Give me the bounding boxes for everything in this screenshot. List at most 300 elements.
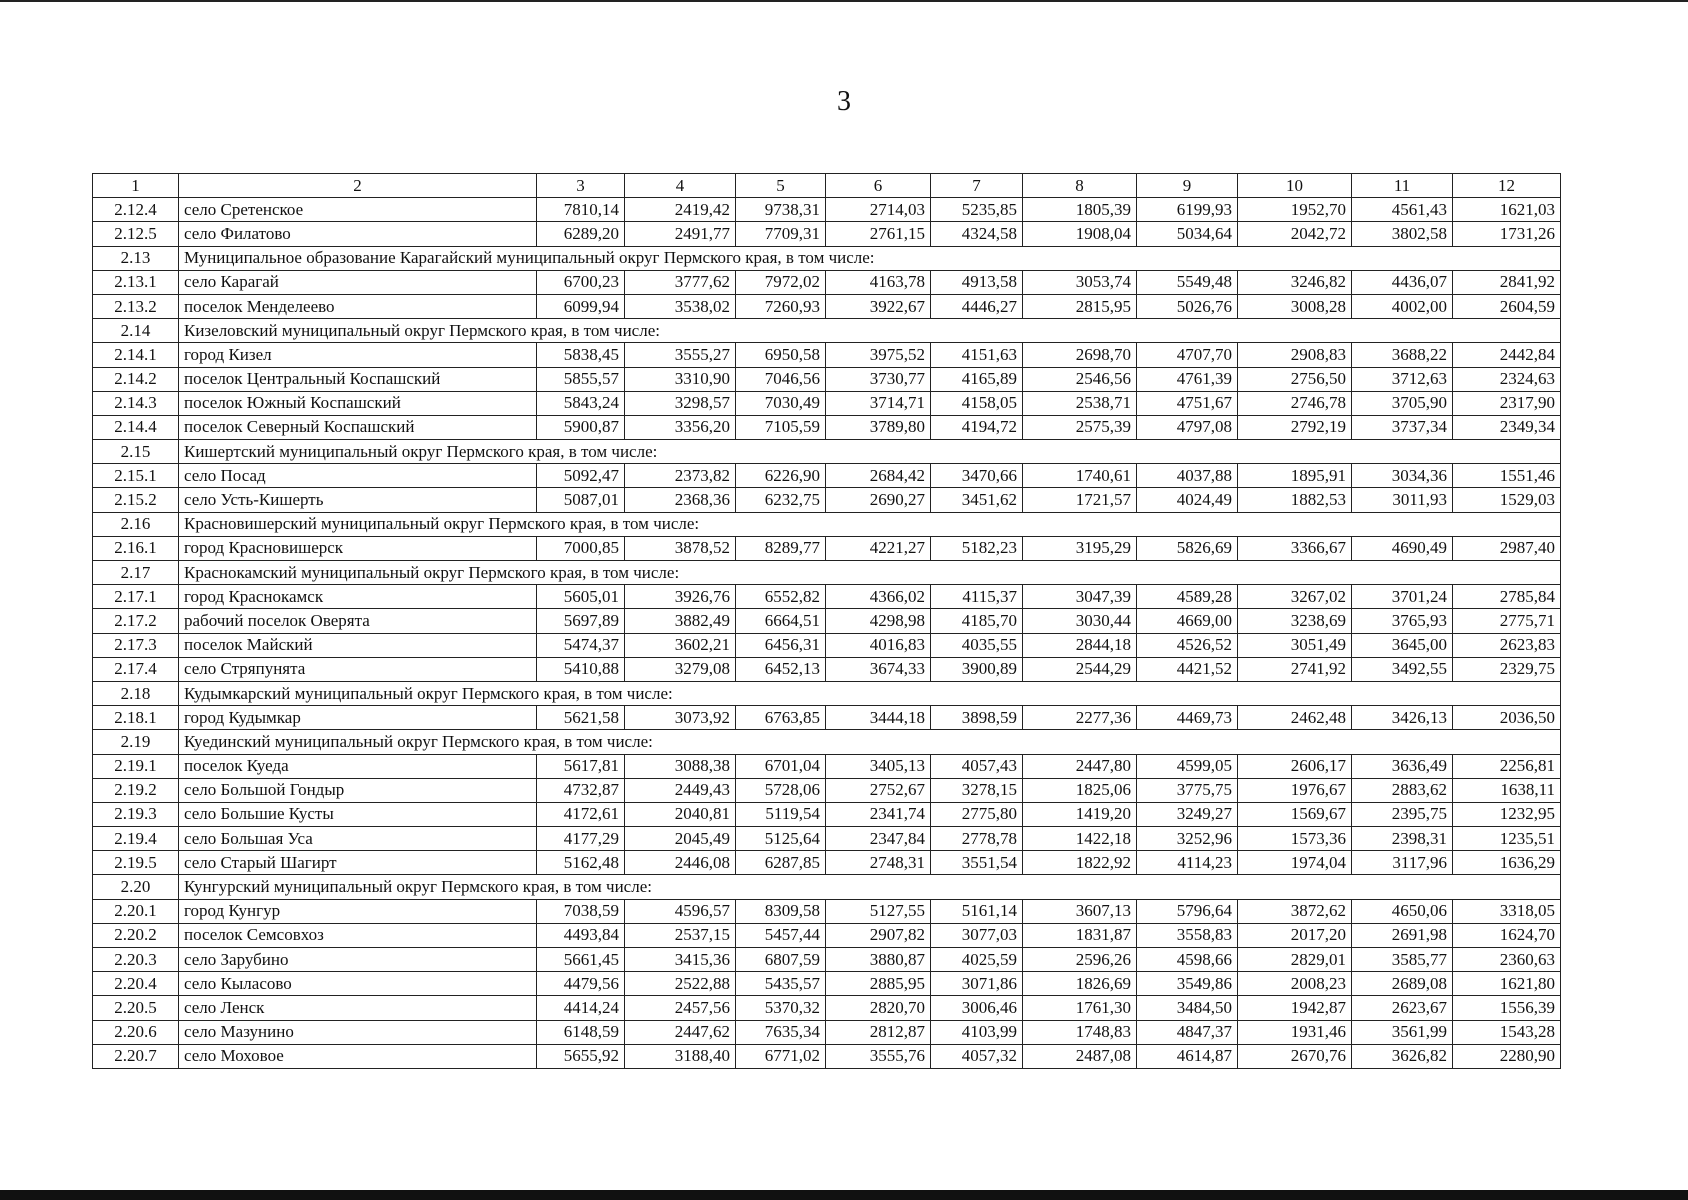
table-row <box>93 391 1561 415</box>
section-row <box>93 561 1561 585</box>
value-cell: 1721,57 <box>1023 488 1137 512</box>
row-number-cell: 2.19.2 <box>93 778 179 802</box>
value-cell: 2457,56 <box>625 996 736 1020</box>
row-number-cell: 2.17.2 <box>93 609 179 633</box>
value-cell: 2042,72 <box>1238 222 1352 246</box>
value-cell: 9738,31 <box>736 198 826 222</box>
value-cell: 2317,90 <box>1453 391 1561 415</box>
value-cell: 3555,27 <box>625 343 736 367</box>
value-cell: 4847,37 <box>1137 1020 1238 1044</box>
value-cell: 7260,93 <box>736 294 826 318</box>
value-cell: 3705,90 <box>1352 391 1453 415</box>
value-cell: 3712,63 <box>1352 367 1453 391</box>
column-number-cell: 11 <box>1352 174 1453 198</box>
value-cell: 3356,20 <box>625 415 736 439</box>
value-cell: 1831,87 <box>1023 923 1137 947</box>
value-cell: 4561,43 <box>1352 198 1453 222</box>
table-row <box>93 657 1561 681</box>
value-cell: 2746,78 <box>1238 391 1352 415</box>
value-cell: 4002,00 <box>1352 294 1453 318</box>
value-cell: 3267,02 <box>1238 585 1352 609</box>
value-cell: 6552,82 <box>736 585 826 609</box>
value-cell: 2844,18 <box>1023 633 1137 657</box>
value-cell: 2684,42 <box>826 464 931 488</box>
value-cell: 2907,82 <box>826 923 931 947</box>
value-cell: 3034,36 <box>1352 464 1453 488</box>
row-number-cell: 2.13.1 <box>93 270 179 294</box>
row-number-cell: 2.20.2 <box>93 923 179 947</box>
value-cell: 3626,82 <box>1352 1044 1453 1068</box>
value-cell: 2537,15 <box>625 923 736 947</box>
row-number-cell: 2.15.1 <box>93 464 179 488</box>
value-cell: 2373,82 <box>625 464 736 488</box>
row-number-cell: 2.15.2 <box>93 488 179 512</box>
value-cell: 2908,83 <box>1238 343 1352 367</box>
value-cell: 4751,67 <box>1137 391 1238 415</box>
value-cell: 7046,56 <box>736 367 826 391</box>
value-cell: 4797,08 <box>1137 415 1238 439</box>
value-cell: 4669,00 <box>1137 609 1238 633</box>
settlement-name-cell: село Ленск <box>179 996 537 1020</box>
value-cell: 5119,54 <box>736 802 826 826</box>
value-cell: 3073,92 <box>625 706 736 730</box>
settlement-name-cell: город Красновишерск <box>179 536 537 560</box>
value-cell: 3777,62 <box>625 270 736 294</box>
value-cell: 4163,78 <box>826 270 931 294</box>
value-cell: 4024,49 <box>1137 488 1238 512</box>
row-number-cell: 2.14 <box>93 319 179 343</box>
value-cell: 5410,88 <box>537 657 625 681</box>
row-number-cell: 2.12.4 <box>93 198 179 222</box>
value-cell: 1419,20 <box>1023 802 1137 826</box>
settlement-name-cell: село Старый Шагирт <box>179 851 537 875</box>
value-cell: 3252,96 <box>1137 827 1238 851</box>
value-cell: 3922,67 <box>826 294 931 318</box>
value-cell: 6771,02 <box>736 1044 826 1068</box>
settlement-name-cell: село Моховое <box>179 1044 537 1068</box>
row-number-cell: 2.17.1 <box>93 585 179 609</box>
section-title-cell: Краснокамский муниципальный округ Пермского края, в том числе: <box>179 561 1561 585</box>
row-number-cell: 2.17 <box>93 561 179 585</box>
row-number-cell: 2.13 <box>93 246 179 270</box>
section-title-cell: Кизеловский муниципальный округ Пермского края, в том числе: <box>179 319 1561 343</box>
table-row <box>93 706 1561 730</box>
value-cell: 6700,23 <box>537 270 625 294</box>
column-number-cell: 9 <box>1137 174 1238 198</box>
value-cell: 3872,62 <box>1238 899 1352 923</box>
value-cell: 1822,92 <box>1023 851 1137 875</box>
value-cell: 1731,26 <box>1453 222 1561 246</box>
settlement-name-cell: село Сретенское <box>179 198 537 222</box>
value-cell: 2324,63 <box>1453 367 1561 391</box>
value-cell: 6289,20 <box>537 222 625 246</box>
column-number-cell: 10 <box>1238 174 1352 198</box>
value-cell: 2419,42 <box>625 198 736 222</box>
value-cell: 4151,63 <box>931 343 1023 367</box>
value-cell: 1976,67 <box>1238 778 1352 802</box>
value-cell: 3765,93 <box>1352 609 1453 633</box>
value-cell: 5161,14 <box>931 899 1023 923</box>
settlement-name-cell: село Мазунино <box>179 1020 537 1044</box>
value-cell: 5617,81 <box>537 754 625 778</box>
section-title-cell: Муниципальное образование Карагайский муниципальный округ Пермского края, в том числе: <box>179 246 1561 270</box>
section-title-cell: Куединский муниципальный округ Пермского края, в том числе: <box>179 730 1561 754</box>
value-cell: 8309,58 <box>736 899 826 923</box>
value-cell: 6226,90 <box>736 464 826 488</box>
table-row <box>93 464 1561 488</box>
value-cell: 7030,49 <box>736 391 826 415</box>
value-cell: 2546,56 <box>1023 367 1137 391</box>
value-cell: 1621,03 <box>1453 198 1561 222</box>
value-cell: 4493,84 <box>537 923 625 947</box>
value-cell: 3366,67 <box>1238 536 1352 560</box>
value-cell: 3238,69 <box>1238 609 1352 633</box>
value-cell: 2775,71 <box>1453 609 1561 633</box>
value-cell: 6232,75 <box>736 488 826 512</box>
value-cell: 3926,76 <box>625 585 736 609</box>
value-cell: 3484,50 <box>1137 996 1238 1020</box>
value-cell: 4446,27 <box>931 294 1023 318</box>
value-cell: 4526,52 <box>1137 633 1238 657</box>
table-row <box>93 536 1561 560</box>
value-cell: 3279,08 <box>625 657 736 681</box>
value-cell: 2398,31 <box>1352 827 1453 851</box>
row-number-cell: 2.18 <box>93 681 179 705</box>
table-row <box>93 923 1561 947</box>
value-cell: 3645,00 <box>1352 633 1453 657</box>
settlement-name-cell: поселок Менделеево <box>179 294 537 318</box>
settlement-name-cell: поселок Куеда <box>179 754 537 778</box>
settlement-name-cell: село Посад <box>179 464 537 488</box>
value-cell: 4165,89 <box>931 367 1023 391</box>
value-cell: 1551,46 <box>1453 464 1561 488</box>
value-cell: 1740,61 <box>1023 464 1137 488</box>
value-cell: 2341,74 <box>826 802 931 826</box>
row-number-cell: 2.14.4 <box>93 415 179 439</box>
value-cell: 3688,22 <box>1352 343 1453 367</box>
value-cell: 3077,03 <box>931 923 1023 947</box>
value-cell: 4194,72 <box>931 415 1023 439</box>
row-number-cell: 2.13.2 <box>93 294 179 318</box>
table-row <box>93 1020 1561 1044</box>
value-cell: 2522,88 <box>625 972 736 996</box>
value-cell: 1895,91 <box>1238 464 1352 488</box>
value-cell: 2487,08 <box>1023 1044 1137 1068</box>
value-cell: 5697,89 <box>537 609 625 633</box>
value-cell: 1232,95 <box>1453 802 1561 826</box>
value-cell: 3047,39 <box>1023 585 1137 609</box>
row-number-cell: 2.16.1 <box>93 536 179 560</box>
value-cell: 4366,02 <box>826 585 931 609</box>
value-cell: 2349,34 <box>1453 415 1561 439</box>
value-cell: 2820,70 <box>826 996 931 1020</box>
value-cell: 3551,54 <box>931 851 1023 875</box>
row-number-cell: 2.12.5 <box>93 222 179 246</box>
settlement-name-cell: поселок Северный Коспашский <box>179 415 537 439</box>
row-number-cell: 2.19.4 <box>93 827 179 851</box>
value-cell: 2040,81 <box>625 802 736 826</box>
value-cell: 5474,37 <box>537 633 625 657</box>
table-row <box>93 972 1561 996</box>
value-cell: 1882,53 <box>1238 488 1352 512</box>
row-number-cell: 2.20.4 <box>93 972 179 996</box>
value-cell: 2752,67 <box>826 778 931 802</box>
settlement-name-cell: село Большой Гондыр <box>179 778 537 802</box>
value-cell: 1543,28 <box>1453 1020 1561 1044</box>
value-cell: 4690,49 <box>1352 536 1453 560</box>
value-cell: 4057,32 <box>931 1044 1023 1068</box>
value-cell: 3607,13 <box>1023 899 1137 923</box>
value-cell: 4103,99 <box>931 1020 1023 1044</box>
value-cell: 1624,70 <box>1453 923 1561 947</box>
table-row <box>93 996 1561 1020</box>
value-cell: 4324,58 <box>931 222 1023 246</box>
value-cell: 1569,67 <box>1238 802 1352 826</box>
value-cell: 2442,84 <box>1453 343 1561 367</box>
row-number-cell: 2.17.3 <box>93 633 179 657</box>
value-cell: 3882,49 <box>625 609 736 633</box>
column-number-row <box>93 174 1561 198</box>
value-cell: 1952,70 <box>1238 198 1352 222</box>
table-row <box>93 585 1561 609</box>
settlement-name-cell: село Стряпунята <box>179 657 537 681</box>
value-cell: 3701,24 <box>1352 585 1453 609</box>
value-cell: 2670,76 <box>1238 1044 1352 1068</box>
column-number-cell: 2 <box>179 174 537 198</box>
settlement-name-cell: село Филатово <box>179 222 537 246</box>
table-row <box>93 198 1561 222</box>
table-row <box>93 899 1561 923</box>
row-number-cell: 2.14.1 <box>93 343 179 367</box>
value-cell: 2606,17 <box>1238 754 1352 778</box>
value-cell: 3444,18 <box>826 706 931 730</box>
section-title-cell: Красновишерский муниципальный округ Пермского края, в том числе: <box>179 512 1561 536</box>
row-number-cell: 2.19.1 <box>93 754 179 778</box>
settlement-name-cell: село Зарубино <box>179 948 537 972</box>
value-cell: 1908,04 <box>1023 222 1137 246</box>
value-cell: 2689,08 <box>1352 972 1453 996</box>
value-cell: 4596,57 <box>625 899 736 923</box>
value-cell: 2691,98 <box>1352 923 1453 947</box>
value-cell: 4614,87 <box>1137 1044 1238 1068</box>
table-row <box>93 609 1561 633</box>
value-cell: 2395,75 <box>1352 802 1453 826</box>
row-number-cell: 2.20 <box>93 875 179 899</box>
value-cell: 3470,66 <box>931 464 1023 488</box>
settlement-name-cell: город Кудымкар <box>179 706 537 730</box>
value-cell: 4479,56 <box>537 972 625 996</box>
value-cell: 2036,50 <box>1453 706 1561 730</box>
value-cell: 1621,80 <box>1453 972 1561 996</box>
value-cell: 5435,57 <box>736 972 826 996</box>
value-cell: 1638,11 <box>1453 778 1561 802</box>
value-cell: 5162,48 <box>537 851 625 875</box>
row-number-cell: 2.18.1 <box>93 706 179 730</box>
value-cell: 3730,77 <box>826 367 931 391</box>
value-cell: 2045,49 <box>625 827 736 851</box>
settlement-name-cell: село Большая Уса <box>179 827 537 851</box>
value-cell: 3538,02 <box>625 294 736 318</box>
value-cell: 2446,08 <box>625 851 736 875</box>
section-row <box>93 512 1561 536</box>
settlement-name-cell: поселок Семсовхоз <box>179 923 537 947</box>
value-cell: 7709,31 <box>736 222 826 246</box>
value-cell: 2785,84 <box>1453 585 1561 609</box>
section-row <box>93 440 1561 464</box>
value-cell: 2885,95 <box>826 972 931 996</box>
value-cell: 5855,57 <box>537 367 625 391</box>
settlement-name-cell: город Краснокамск <box>179 585 537 609</box>
settlement-name-cell: село Усть-Кишерть <box>179 488 537 512</box>
value-cell: 3051,49 <box>1238 633 1352 657</box>
value-cell: 2277,36 <box>1023 706 1137 730</box>
value-cell: 5843,24 <box>537 391 625 415</box>
value-cell: 4221,27 <box>826 536 931 560</box>
value-cell: 3415,36 <box>625 948 736 972</box>
value-cell: 3602,21 <box>625 633 736 657</box>
row-number-cell: 2.19.5 <box>93 851 179 875</box>
value-cell: 5549,48 <box>1137 270 1238 294</box>
value-cell: 2690,27 <box>826 488 931 512</box>
table-row <box>93 851 1561 875</box>
value-cell: 1529,03 <box>1453 488 1561 512</box>
value-cell: 3188,40 <box>625 1044 736 1068</box>
row-number-cell: 2.16 <box>93 512 179 536</box>
table-row <box>93 488 1561 512</box>
value-cell: 7038,59 <box>537 899 625 923</box>
value-cell: 4037,88 <box>1137 464 1238 488</box>
value-cell: 3011,93 <box>1352 488 1453 512</box>
section-row <box>93 875 1561 899</box>
value-cell: 1573,36 <box>1238 827 1352 851</box>
value-cell: 2714,03 <box>826 198 931 222</box>
value-cell: 4035,55 <box>931 633 1023 657</box>
value-cell: 2447,80 <box>1023 754 1137 778</box>
scan-bottom-edge <box>0 1190 1688 1200</box>
value-cell: 4761,39 <box>1137 367 1238 391</box>
value-cell: 1805,39 <box>1023 198 1137 222</box>
page-number: 3 <box>837 86 851 117</box>
value-cell: 3008,28 <box>1238 294 1352 318</box>
value-cell: 6287,85 <box>736 851 826 875</box>
value-cell: 5026,76 <box>1137 294 1238 318</box>
value-cell: 1761,30 <box>1023 996 1137 1020</box>
value-cell: 2368,36 <box>625 488 736 512</box>
value-cell: 4158,05 <box>931 391 1023 415</box>
settlement-name-cell: поселок Южный Коспашский <box>179 391 537 415</box>
row-number-cell: 2.20.6 <box>93 1020 179 1044</box>
scan-top-edge <box>0 0 1688 2</box>
value-cell: 6807,59 <box>736 948 826 972</box>
value-cell: 2360,63 <box>1453 948 1561 972</box>
value-cell: 1974,04 <box>1238 851 1352 875</box>
value-cell: 4469,73 <box>1137 706 1238 730</box>
value-cell: 1556,39 <box>1453 996 1561 1020</box>
value-cell: 2447,62 <box>625 1020 736 1044</box>
section-title-cell: Кудымкарский муниципальный округ Пермского края, в том числе: <box>179 681 1561 705</box>
value-cell: 4114,23 <box>1137 851 1238 875</box>
value-cell: 5661,45 <box>537 948 625 972</box>
value-cell: 2756,50 <box>1238 367 1352 391</box>
value-cell: 7105,59 <box>736 415 826 439</box>
value-cell: 3775,75 <box>1137 778 1238 802</box>
row-number-cell: 2.20.3 <box>93 948 179 972</box>
value-cell: 1942,87 <box>1238 996 1352 1020</box>
value-cell: 4298,98 <box>826 609 931 633</box>
table-row <box>93 270 1561 294</box>
section-row <box>93 319 1561 343</box>
value-cell: 2987,40 <box>1453 536 1561 560</box>
value-cell: 3900,89 <box>931 657 1023 681</box>
section-title-cell: Кунгурский муниципальный округ Пермского края, в том числе: <box>179 875 1561 899</box>
row-number-cell: 2.14.3 <box>93 391 179 415</box>
value-cell: 6763,85 <box>736 706 826 730</box>
column-number-cell: 5 <box>736 174 826 198</box>
value-cell: 6950,58 <box>736 343 826 367</box>
table-row <box>93 367 1561 391</box>
value-cell: 3030,44 <box>1023 609 1137 633</box>
value-cell: 2829,01 <box>1238 948 1352 972</box>
value-cell: 6199,93 <box>1137 198 1238 222</box>
value-cell: 3451,62 <box>931 488 1023 512</box>
table-body <box>93 174 1561 1069</box>
value-cell: 5655,92 <box>537 1044 625 1068</box>
value-cell: 4057,43 <box>931 754 1023 778</box>
column-number-cell: 8 <box>1023 174 1137 198</box>
value-cell: 4414,24 <box>537 996 625 1020</box>
value-cell: 3555,76 <box>826 1044 931 1068</box>
value-cell: 3310,90 <box>625 367 736 391</box>
value-cell: 2815,95 <box>1023 294 1137 318</box>
value-cell: 2604,59 <box>1453 294 1561 318</box>
value-cell: 5125,64 <box>736 827 826 851</box>
value-cell: 3246,82 <box>1238 270 1352 294</box>
value-cell: 5087,01 <box>537 488 625 512</box>
settlement-name-cell: село Кыласово <box>179 972 537 996</box>
value-cell: 2778,78 <box>931 827 1023 851</box>
table-row <box>93 778 1561 802</box>
value-cell: 4177,29 <box>537 827 625 851</box>
value-cell: 2462,48 <box>1238 706 1352 730</box>
table-row <box>93 222 1561 246</box>
column-number-cell: 4 <box>625 174 736 198</box>
row-number-cell: 2.15 <box>93 440 179 464</box>
value-cell: 3318,05 <box>1453 899 1561 923</box>
value-cell: 1748,83 <box>1023 1020 1137 1044</box>
value-cell: 3880,87 <box>826 948 931 972</box>
value-cell: 4115,37 <box>931 585 1023 609</box>
column-number-cell: 3 <box>537 174 625 198</box>
value-cell: 2812,87 <box>826 1020 931 1044</box>
settlement-name-cell: село Большие Кусты <box>179 802 537 826</box>
value-cell: 3561,99 <box>1352 1020 1453 1044</box>
table-row <box>93 754 1561 778</box>
value-cell: 7810,14 <box>537 198 625 222</box>
value-cell: 5182,23 <box>931 536 1023 560</box>
value-cell: 5728,06 <box>736 778 826 802</box>
value-cell: 3117,96 <box>1352 851 1453 875</box>
column-number-cell: 12 <box>1453 174 1561 198</box>
value-cell: 5127,55 <box>826 899 931 923</box>
row-number-cell: 2.20.5 <box>93 996 179 1020</box>
value-cell: 4436,07 <box>1352 270 1453 294</box>
value-cell: 2017,20 <box>1238 923 1352 947</box>
settlement-name-cell: город Кунгур <box>179 899 537 923</box>
value-cell: 1422,18 <box>1023 827 1137 851</box>
value-cell: 7972,02 <box>736 270 826 294</box>
value-cell: 4732,87 <box>537 778 625 802</box>
table-row <box>93 802 1561 826</box>
